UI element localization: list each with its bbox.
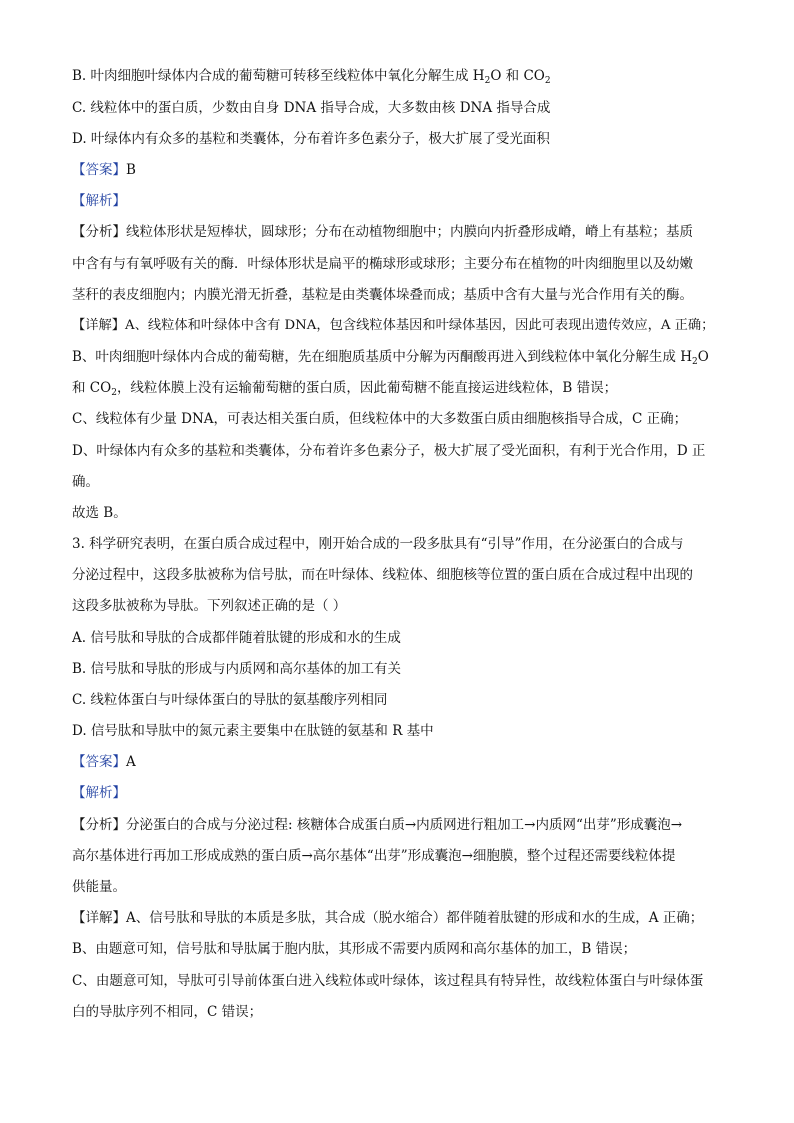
- q2-analysis-tag: 【解析】: [72, 193, 126, 209]
- q2-option-c: C. 线粒体中的蛋白质，少数由自身 DNA 指导合成，大多数由核 DNA 指导合成: [72, 100, 551, 116]
- q2-xiangjie-b-line-1: B、叶肉细胞叶绿体内合成的葡萄糖，先在细胞质基质中分解为丙酮酸再进入到线粒体中氧化分解生成 $H_2O$: [72, 349, 709, 367]
- xiangjie-tag: 【详解】: [72, 910, 126, 926]
- q3-stem-line-2: 分泌过程中，这段多肽被称为信号肽，而在叶绿体、线粒体、细胞核等位置的蛋白质在合成过程中出现的: [72, 567, 693, 583]
- q3-fenxi-line-3: 供能量。: [72, 879, 126, 895]
- q3-analysis-tag: 【解析】: [72, 785, 126, 801]
- q2-xiangjie-d-line-2: 确。: [72, 474, 99, 490]
- answer-tag: 【答案】: [72, 162, 126, 178]
- q2-xiangjie-d-line-1: D、叶绿体内有众多的基粒和类囊体，分布着许多色素分子，极大扩展了受光面积，有利于光合作用，D 正: [72, 443, 706, 459]
- q2-conclusion: 故选 B。: [72, 505, 127, 521]
- q3-answer: 【答案】A: [72, 754, 136, 770]
- q2-answer: 【答案】B: [72, 162, 136, 178]
- q3-option-b: B. 信号肽和导肽的形成与内质网和高尔基体的加工有关: [72, 661, 402, 677]
- q2-fenxi-line-3: 茎秆的表皮细胞内；内膜光滑无折叠，基粒是由类囊体垛叠而成；基质中含有大量与光合作用有关的酶。: [72, 287, 693, 303]
- q3-option-d: D. 信号肽和导肽中的氮元素主要集中在肽链的氨基和 R 基中: [72, 723, 434, 739]
- q2-xiangjie-b-line-2: 和 $CO_2$，线粒体膜上没有运输葡萄糖的蛋白质，因此葡萄糖不能直接运进线粒体，B 错误；: [72, 380, 618, 398]
- q2-option-d: D. 叶绿体内有众多的基粒和类囊体，分布着许多色素分子，极大扩展了受光面积: [72, 131, 550, 147]
- q3-xiangjie-b: B、由题意可知，信号肽和导肽属于胞内肽，其形成不需要内质网和高尔基体的加工，B 错误；: [72, 941, 637, 957]
- fenxi-tag: 【分析】: [72, 817, 126, 833]
- answer-tag: 【答案】: [72, 754, 126, 770]
- q2-fenxi-line-2: 中含有与有氧呼吸有关的酶．叶绿体形状是扁平的椭球形或球形；主要分布在植物的叶肉细胞里以及幼嫩: [72, 256, 693, 272]
- q3-option-c: C. 线粒体蛋白与叶绿体蛋白的导肽的氨基酸序列相同: [72, 692, 388, 708]
- xiangjie-tag: 【详解】: [72, 318, 126, 333]
- q2-option-b: B. 叶肉细胞叶绿体内合成的葡萄糖可转移至线粒体中氧化分解生成 $H_2O$ 和 $CO_2$: [72, 68, 551, 86]
- q3-stem-line-1: 3. 科学研究表明，在蛋白质合成过程中，刚开始合成的一段多肽具有“引导”作用，在分泌蛋白的合成与: [72, 536, 684, 552]
- q3-xiangjie-a: 【详解】A、信号肽和导肽的本质是多肽，其合成（脱水缩合）都伴随着肽键的形成和水的生成，A 正确；: [72, 910, 704, 926]
- q2-xiangjie-c: C、线粒体有少量 DNA，可表达相关蛋白质，但线粒体中的大多数蛋白质由细胞核指导合成，C 正确；: [72, 411, 688, 427]
- q2-xiangjie-a: 【详解】A、线粒体和叶绿体中含有 DNA，包含线粒体基因和叶绿体基因，因此可表现出遗传效应，A 正确；: [72, 318, 715, 333]
- q3-stem-line-3: 这段多肽被称为导肽。下列叙述正确的是（ ）: [72, 598, 347, 614]
- q2-fenxi-line-1: 【分析】线粒体形状是短棒状，圆球形；分布在动植物细胞中；内膜向内折叠形成嵴，嵴上有基粒；基质: [72, 224, 693, 240]
- q3-fenxi-line-1: 【分析】分泌蛋白的合成与分泌过程: 核糖体合成蛋白质→内质网进行粗加工→内质网“出芽”形成囊泡→: [72, 817, 683, 833]
- fenxi-tag: 【分析】: [72, 224, 126, 240]
- q3-xiangjie-c-line-1: C、由题意可知，导肽可引导前体蛋白进入线粒体或叶绿体，该过程具有特异性，故线粒体蛋白与叶绿体蛋: [72, 973, 704, 989]
- q3-fenxi-line-2: 高尔基体进行再加工形成成熟的蛋白质→高尔基体“出芽”形成囊泡→细胞膜，整个过程还需要线粒体提: [72, 848, 676, 864]
- q3-xiangjie-c-line-2: 白的导肽序列不相同，C 错误；: [72, 1004, 263, 1020]
- q3-option-a: A. 信号肽和导肽的合成都伴随着肽键的形成和水的生成: [72, 630, 401, 646]
